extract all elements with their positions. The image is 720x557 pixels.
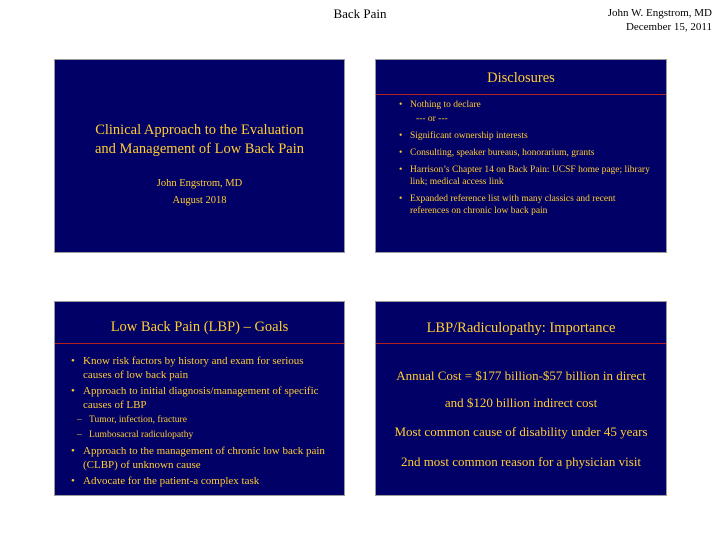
list-item: • Harrison’s Chapter 14 on Back Pain: UCSF home page; library link; medical access link bbox=[399, 165, 650, 187]
list-item: – Lumbosacral radiculopathy bbox=[77, 430, 194, 440]
page-header-title: Back Pain bbox=[333, 6, 387, 21]
list-item: • Nothing to declare bbox=[399, 100, 481, 110]
slide-date: August 2018 bbox=[172, 195, 227, 206]
slide-text-line: 2nd most common reason for a physician visit bbox=[400, 454, 642, 469]
bullet-marker: • bbox=[71, 385, 75, 397]
bullet-marker: • bbox=[71, 445, 75, 457]
list-item: • Expanded reference list with many classics and recent references on chronic low back pain bbox=[399, 194, 616, 216]
list-item: – Tumor, infection, fracture bbox=[77, 415, 187, 425]
bullet-marker: – bbox=[77, 430, 82, 440]
slide-disclosures bbox=[375, 59, 667, 253]
page-header-date: December 15, 2011 bbox=[625, 21, 712, 33]
bullet-marker: • bbox=[399, 165, 403, 175]
slide-text-line: Most common cause of disability under 45 years bbox=[394, 424, 648, 439]
slide-heading: LBP/Radiculopathy: Importance bbox=[426, 320, 616, 336]
slide-text-line: and $120 billion indirect cost bbox=[444, 395, 598, 410]
slide-divider bbox=[376, 94, 666, 95]
slide-importance bbox=[375, 301, 667, 496]
list-item: --- or --- bbox=[416, 114, 448, 124]
bullet-list bbox=[71, 354, 334, 490]
bullet-marker: • bbox=[71, 355, 75, 367]
bullet-marker: • bbox=[399, 148, 403, 158]
list-item: • Approach to initial diagnosis/management of specific causes of LBP bbox=[71, 385, 319, 411]
list-item: • Know risk factors by history and exam for serious causes of low back pain bbox=[71, 355, 304, 381]
slide-goals bbox=[54, 301, 345, 496]
slide-text-line: Annual Cost = $177 billion-$57 billion in direct bbox=[396, 368, 646, 383]
slide-heading: Low Back Pain (LBP) – Goals bbox=[110, 319, 289, 335]
bullet-marker: • bbox=[71, 475, 75, 487]
page-header-author-block bbox=[608, 6, 712, 34]
slide-main-title bbox=[55, 121, 344, 159]
slide-divider bbox=[376, 343, 666, 344]
bullet-marker: – bbox=[77, 415, 82, 425]
slide-heading: Disclosures bbox=[487, 70, 555, 86]
list-item: • Significant ownership interests bbox=[399, 131, 528, 141]
slide-author: John Engstrom, MD bbox=[156, 178, 243, 189]
slide-main-title-line: Clinical Approach to the Evaluation bbox=[95, 122, 304, 138]
list-item: • Consulting, speaker bureaus, honorarium, grants bbox=[399, 148, 595, 158]
bullet-marker: • bbox=[399, 131, 403, 141]
list-item: • Approach to the management of chronic low back pain (CLBP) of unknown cause bbox=[71, 445, 325, 471]
list-item: • Advocate for the patient-a complex task bbox=[71, 475, 260, 487]
slide-main-title-line: and Management of Low Back Pain bbox=[95, 141, 304, 157]
bullet-marker: • bbox=[399, 100, 403, 110]
bullet-marker: • bbox=[399, 194, 403, 204]
slide-divider bbox=[55, 343, 344, 344]
bullet-list bbox=[399, 99, 654, 222]
page-header-author: John W. Engstrom, MD bbox=[607, 7, 712, 19]
slide-title bbox=[54, 59, 345, 253]
